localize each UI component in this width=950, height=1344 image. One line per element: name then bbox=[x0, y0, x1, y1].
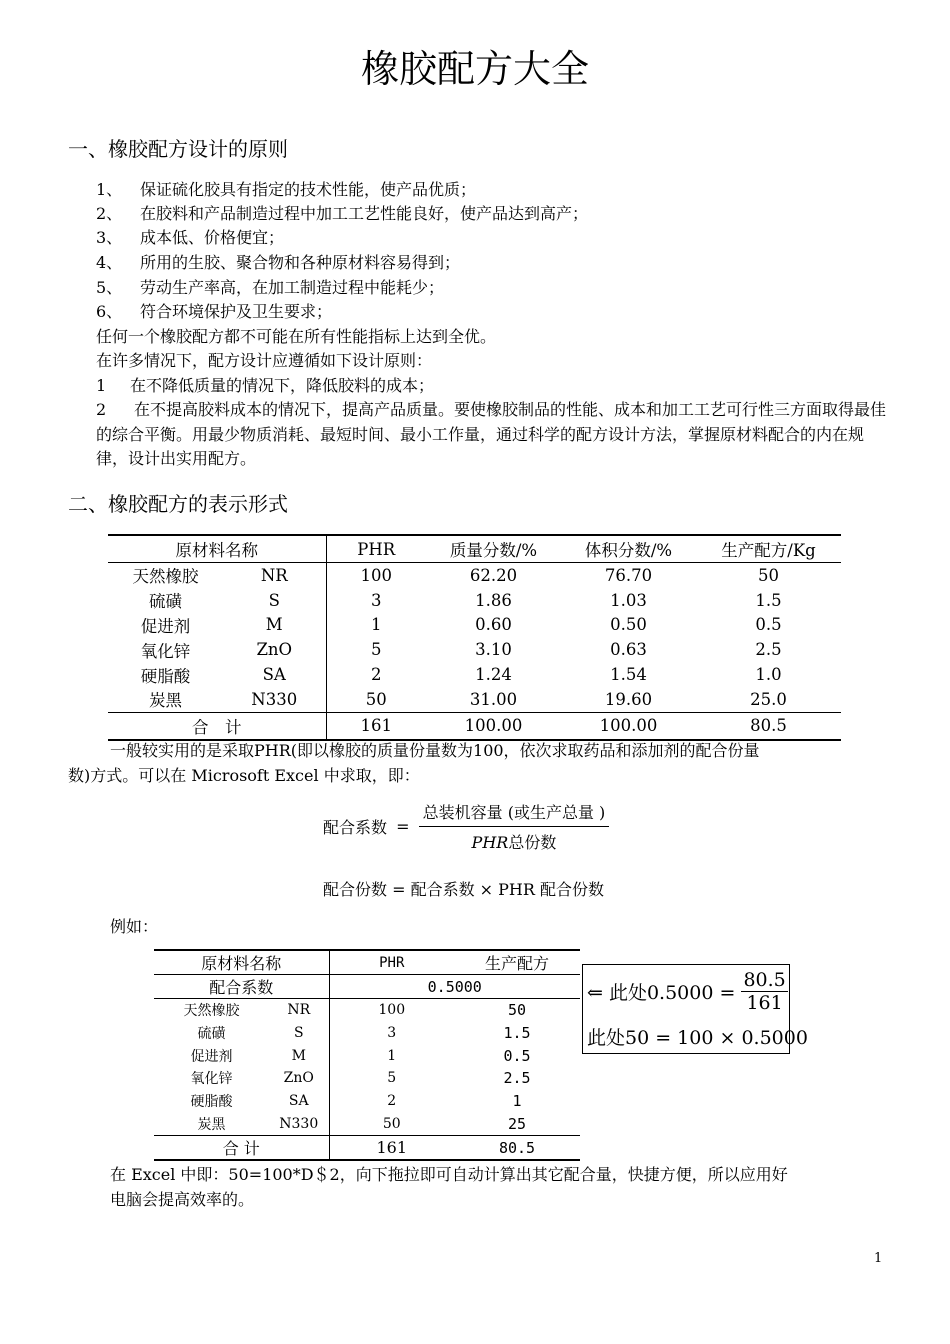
coefficient-row: 配合系数 0.5000 bbox=[154, 975, 580, 999]
rule-item: 2 在不提高胶料成本的情况下，提高产品质量。要使橡胶制品的性能、成本和加工工艺可行性三方面取得最佳的综合平衡。用最少物质消耗、最短时间、最小工作量，通过科学的配方设计方法，掌握原材料配合的内在规律，设计出实用配方。 bbox=[96, 400, 887, 468]
example-table bbox=[154, 949, 580, 1161]
table-row: 硫磺 S 3 1.86 1.03 1.5 bbox=[108, 588, 841, 613]
calculation-line-2: 此处50 = 100 × 0.5000 bbox=[587, 1027, 808, 1049]
calculation-line-1: ⇐ 此处0.5000 = $\frac{80.5}{161}$ bbox=[587, 969, 786, 1014]
formula-parts: 配合份数 = 配合系数 × PHR 配合份数 bbox=[323, 880, 605, 899]
rule-item: 1 在不降低质量的情况下，降低胶料的成本； bbox=[96, 376, 435, 395]
table-row: 硬脂酸 SA 2 1 bbox=[154, 1090, 580, 1113]
table-header: 体积分数/% bbox=[561, 535, 696, 563]
table-total-row: 合 计 161 80.5 bbox=[154, 1136, 580, 1161]
list-item: 1、 保证硫化胶具有指定的技术性能，使产品优质； bbox=[96, 180, 477, 199]
table-header: PHR bbox=[329, 950, 454, 975]
table-row: 硫磺 S 3 1.5 bbox=[154, 1022, 580, 1045]
section-heading-1: 一、橡胶配方设计的原则 bbox=[68, 137, 288, 161]
table-header: 质量分数/% bbox=[426, 535, 561, 563]
list-item: 2、 在胶料和产品制造过程中加工工艺性能良好，使产品达到高产； bbox=[96, 204, 589, 223]
table-header: 原材料名称 bbox=[154, 950, 329, 975]
table-row: 天然橡胶 NR 100 62.20 76.70 50 bbox=[108, 563, 841, 588]
table-row: 促进剂 M 1 0.60 0.50 0.5 bbox=[108, 613, 841, 638]
table-header: PHR bbox=[326, 535, 426, 563]
list-item: 5、 劳动生产率高，在加工制造过程中能耗少； bbox=[96, 278, 445, 297]
table-header: 生产配方 bbox=[454, 950, 580, 975]
paragraph: 在许多情况下，配方设计应遵循如下设计原则： bbox=[96, 351, 433, 370]
table-row: 硬脂酸 SA 2 1.24 1.54 1.0 bbox=[108, 662, 841, 687]
table-row: 促进剂 M 1 0.5 bbox=[154, 1044, 580, 1067]
formula-table bbox=[108, 534, 841, 741]
paragraph: 电脑会提高效率的。 bbox=[110, 1190, 255, 1209]
formula-coefficient: 配合系数 = $\frac{\text{总装机容量 (或生产总量 )}}{\text{PHR总份数}}$ bbox=[323, 800, 609, 853]
example-label: 例如： bbox=[110, 917, 159, 936]
list-item: 4、 所用的生胶、聚合物和各种原材料容易得到； bbox=[96, 253, 461, 272]
list-item: 6、 符合环境保护及卫生要求； bbox=[96, 302, 333, 321]
table-header: 原材料名称 bbox=[108, 535, 326, 563]
paragraph: 任何一个橡胶配方都不可能在所有性能指标上达到全优。 bbox=[96, 327, 497, 346]
table-row: 炭黑 N330 50 25 bbox=[154, 1112, 580, 1135]
paragraph: 在 Excel 中即：50=100*D＄2，向下拖拉即可自动计算出其它配合量，快捷方便，所以应用好 bbox=[110, 1165, 788, 1184]
table-row: 氧化锌 ZnO 5 2.5 bbox=[154, 1067, 580, 1090]
page-number: 1 bbox=[874, 1251, 883, 1266]
table-total-row: 合 计 161 100.00 100.00 80.5 bbox=[108, 712, 841, 740]
page-title: 橡胶配方大全 bbox=[360, 47, 589, 91]
list-item: 3、 成本低、价格便宜； bbox=[96, 228, 285, 247]
table-header: 生产配方/Kg bbox=[696, 535, 841, 563]
table-row: 氧化锌 ZnO 5 3.10 0.63 2.5 bbox=[108, 637, 841, 662]
paragraph: 数)方式。可以在 Microsoft Excel 中求取，即： bbox=[68, 766, 420, 785]
section-heading-2: 二、橡胶配方的表示形式 bbox=[68, 492, 288, 516]
paragraph: 一般较实用的是采取PHR(即以橡胶的质量份量数为100，依次求取药品和添加剂的配合份量 bbox=[110, 741, 760, 760]
table-row: 炭黑 N330 50 31.00 19.60 25.0 bbox=[108, 687, 841, 712]
table-row: 天然橡胶 NR 100 50 bbox=[154, 999, 580, 1022]
calculation-note-box bbox=[582, 964, 808, 1054]
